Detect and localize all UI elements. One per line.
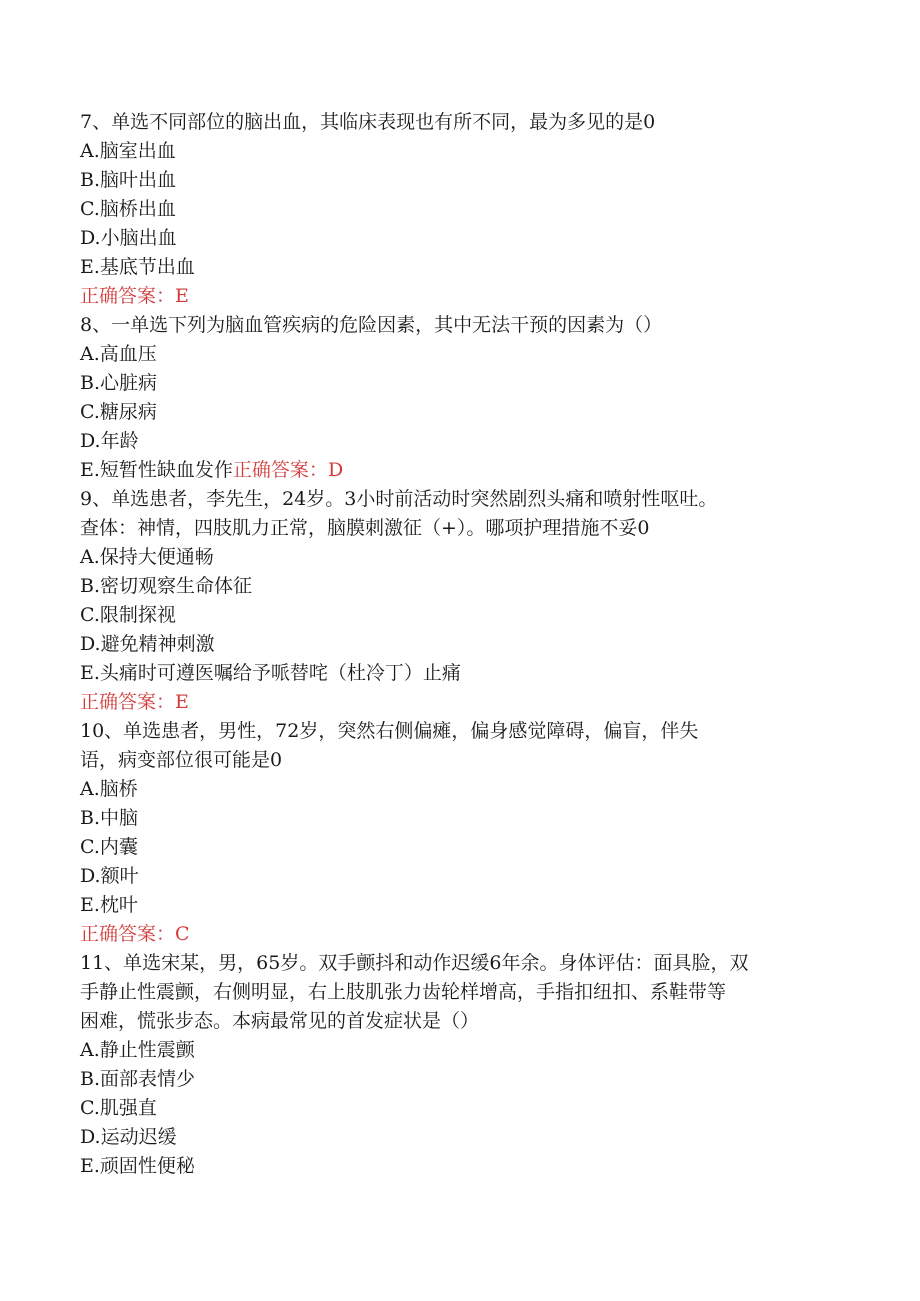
option-a: A.脑桥 [80, 778, 138, 800]
answer-value: D [327, 459, 344, 481]
option-e: E.枕叶 [80, 894, 138, 916]
answer-value: E [175, 691, 189, 713]
document-page [80, 108, 840, 1181]
option-e-with-answer [80, 456, 840, 485]
question-8 [80, 311, 840, 485]
question-stem-line-3: 困难，慌张步态。本病最常见的首发症状是（） [80, 1010, 480, 1032]
option-a: A.静止性震颤 [80, 1039, 195, 1061]
correct-answer [80, 688, 840, 717]
option-e: E.顽固性便秘 [80, 1155, 195, 1177]
option-a: A.脑室出血 [80, 140, 176, 162]
question-stem-line-1: 10、单选患者，男性，72岁，突然右侧偏瘫，偏身感觉障碍，偏盲，伴失 [80, 720, 699, 742]
question-stem-line-1: 9、单选患者，李先生，24岁。3小时前活动时突然剧烈头痛和喷射性呕吐。 [80, 488, 718, 510]
answer-label: 正确答案： [232, 459, 328, 481]
option-a: A.高血压 [80, 343, 157, 365]
option-b: B.脑叶出血 [80, 169, 177, 191]
correct-answer [80, 282, 840, 311]
question-stem-line-2: 手静止性震颤，右侧明显，右上肢肌张力齿轮样增高，手指扣纽扣、系鞋带等 [80, 981, 727, 1003]
option-c: C.糖尿病 [80, 401, 157, 423]
option-a: A.保持大便通畅 [80, 546, 214, 568]
option-d: D.运动迟缓 [80, 1126, 177, 1148]
option-c: C.内囊 [80, 836, 138, 858]
question-stem: 8、一单选下列为脑血管疾病的危险因素，其中无法干预的因素为（） [80, 314, 663, 336]
option-e: E.短暂性缺血发作 [80, 459, 233, 481]
option-b: B.面部表情少 [80, 1068, 196, 1090]
question-stem-line-2: 查体：神情，四肢肌力正常，脑膜刺激征（+）。哪项护理措施不妥0 [80, 517, 650, 539]
option-d: D.避免精神刺激 [80, 633, 215, 655]
option-b: B.中脑 [80, 807, 139, 829]
correct-answer [80, 920, 840, 949]
question-stem: 7、单选不同部位的脑出血，其临床表现也有所不同，最为多见的是0 [80, 111, 656, 133]
option-d: D.年龄 [80, 430, 139, 452]
option-c: C.肌强直 [80, 1097, 157, 1119]
option-c: C.限制探视 [80, 604, 176, 626]
option-c: C.脑桥出血 [80, 198, 176, 220]
option-b: B.密切观察生命体征 [80, 575, 253, 597]
option-b: B.心脏病 [80, 372, 158, 394]
question-9 [80, 485, 840, 717]
answer-label: 正确答案： [80, 285, 176, 307]
answer-value: C [175, 923, 190, 945]
answer-label: 正确答案： [80, 691, 176, 713]
option-d: D.额叶 [80, 865, 139, 887]
question-10 [80, 717, 840, 949]
answer-label: 正确答案： [80, 923, 176, 945]
question-11 [80, 949, 840, 1181]
answer-value: E [175, 285, 189, 307]
question-stem-line-1: 11、单选宋某，男，65岁。双手颤抖和动作迟缓6年余。身体评估：面具脸，双 [80, 952, 749, 974]
option-d: D.小脑出血 [80, 227, 177, 249]
question-7 [80, 108, 840, 311]
question-stem-line-2: 语，病变部位很可能是0 [80, 749, 283, 771]
option-e: E.基底节出血 [80, 256, 195, 278]
option-e: E.头痛时可遵医嘱给予哌替咤（杜冷丁）止痛 [80, 662, 461, 684]
